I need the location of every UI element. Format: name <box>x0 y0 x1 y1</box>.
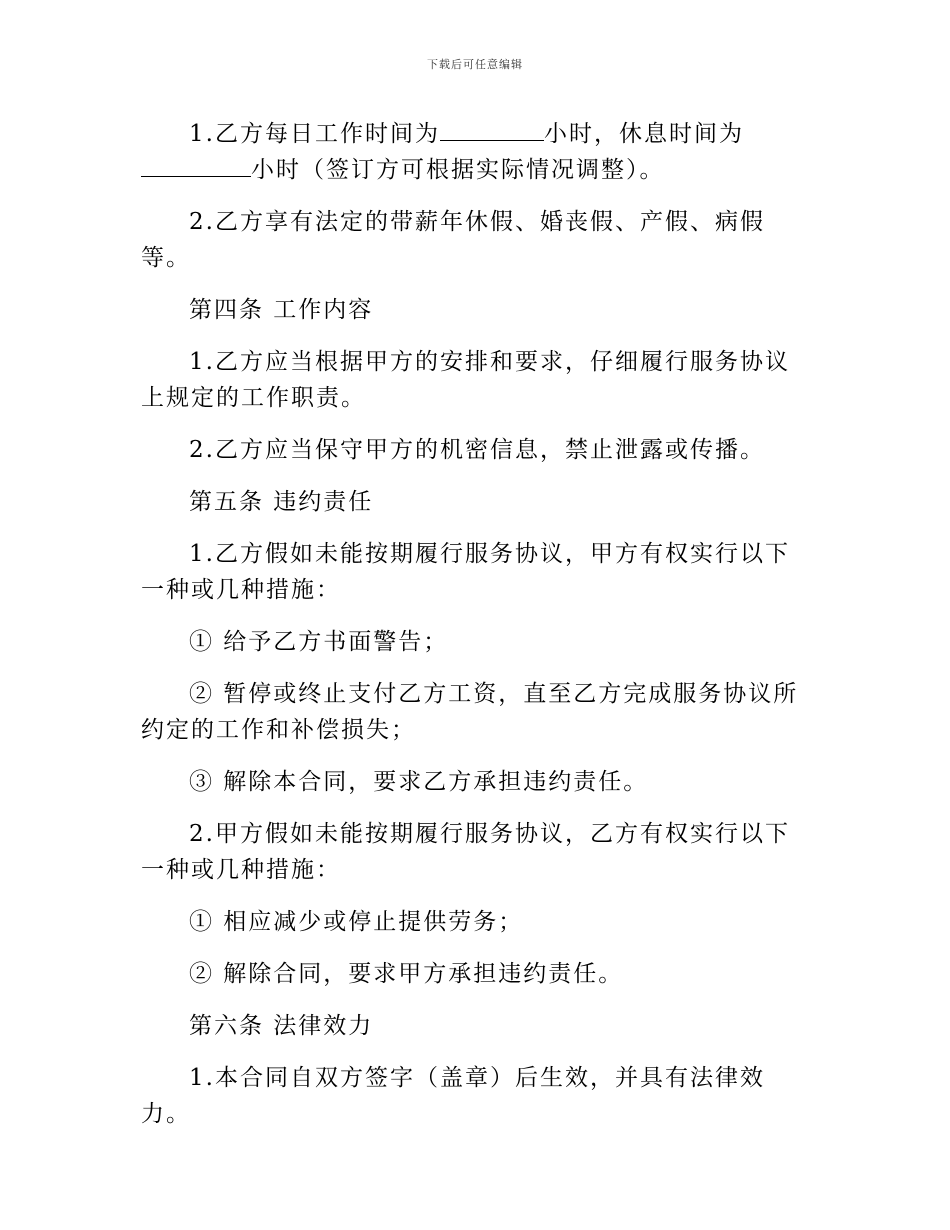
rest-hours-blank <box>141 154 251 177</box>
clause-paragraph: 2.甲方假如未能按期履行服务协议，乙方有权实行以下一种或几种措施： <box>141 821 790 883</box>
clause-work-hours <box>141 116 807 188</box>
clause-text: 1.乙方每日工作时间为 <box>189 121 440 147</box>
article-heading: 第五条 违约责任 <box>189 489 374 515</box>
clause-list-item: ② 解除合同，要求甲方承担违约责任。 <box>189 961 624 987</box>
clause-paragraph: 1.本合同自双方签字（盖章）后生效，并具有法律效力。 <box>141 1065 765 1127</box>
clause-list-item: ② 暂停或终止支付乙方工资，直至乙方完成服务协议所约定的工作和补偿损失； <box>141 681 799 743</box>
clause-list-item: ① 相应减少或停止提供劳务； <box>189 909 524 935</box>
clause-paragraph: 2.乙方享有法定的带薪年休假、婚丧假、产假、病假等。 <box>141 209 765 271</box>
clause-paragraph: 1.乙方应当根据甲方的安排和要求，仔细履行服务协议上规定的工作职责。 <box>141 349 790 411</box>
article-heading: 第四条 工作内容 <box>189 297 374 323</box>
clause-text: 小时（签订方可根据实际情况调整）。 <box>251 157 665 183</box>
clause-text: 小时，休息时间为 <box>543 121 744 147</box>
document-body <box>141 116 807 1148</box>
clause-list-item: ① 给予乙方书面警告； <box>189 629 449 655</box>
article-heading: 第六条 法律效力 <box>189 1013 374 1039</box>
clause-list-item: ③ 解除本合同，要求乙方承担违约责任。 <box>189 769 649 795</box>
page-header: 下载后可任意编辑 <box>427 58 523 71</box>
clause-paragraph: 2.乙方应当保守甲方的机密信息，禁止泄露或传播。 <box>189 437 765 463</box>
work-hours-blank <box>440 118 544 141</box>
clause-paragraph: 1.乙方假如未能按期履行服务协议，甲方有权实行以下一种或几种措施： <box>141 541 790 603</box>
